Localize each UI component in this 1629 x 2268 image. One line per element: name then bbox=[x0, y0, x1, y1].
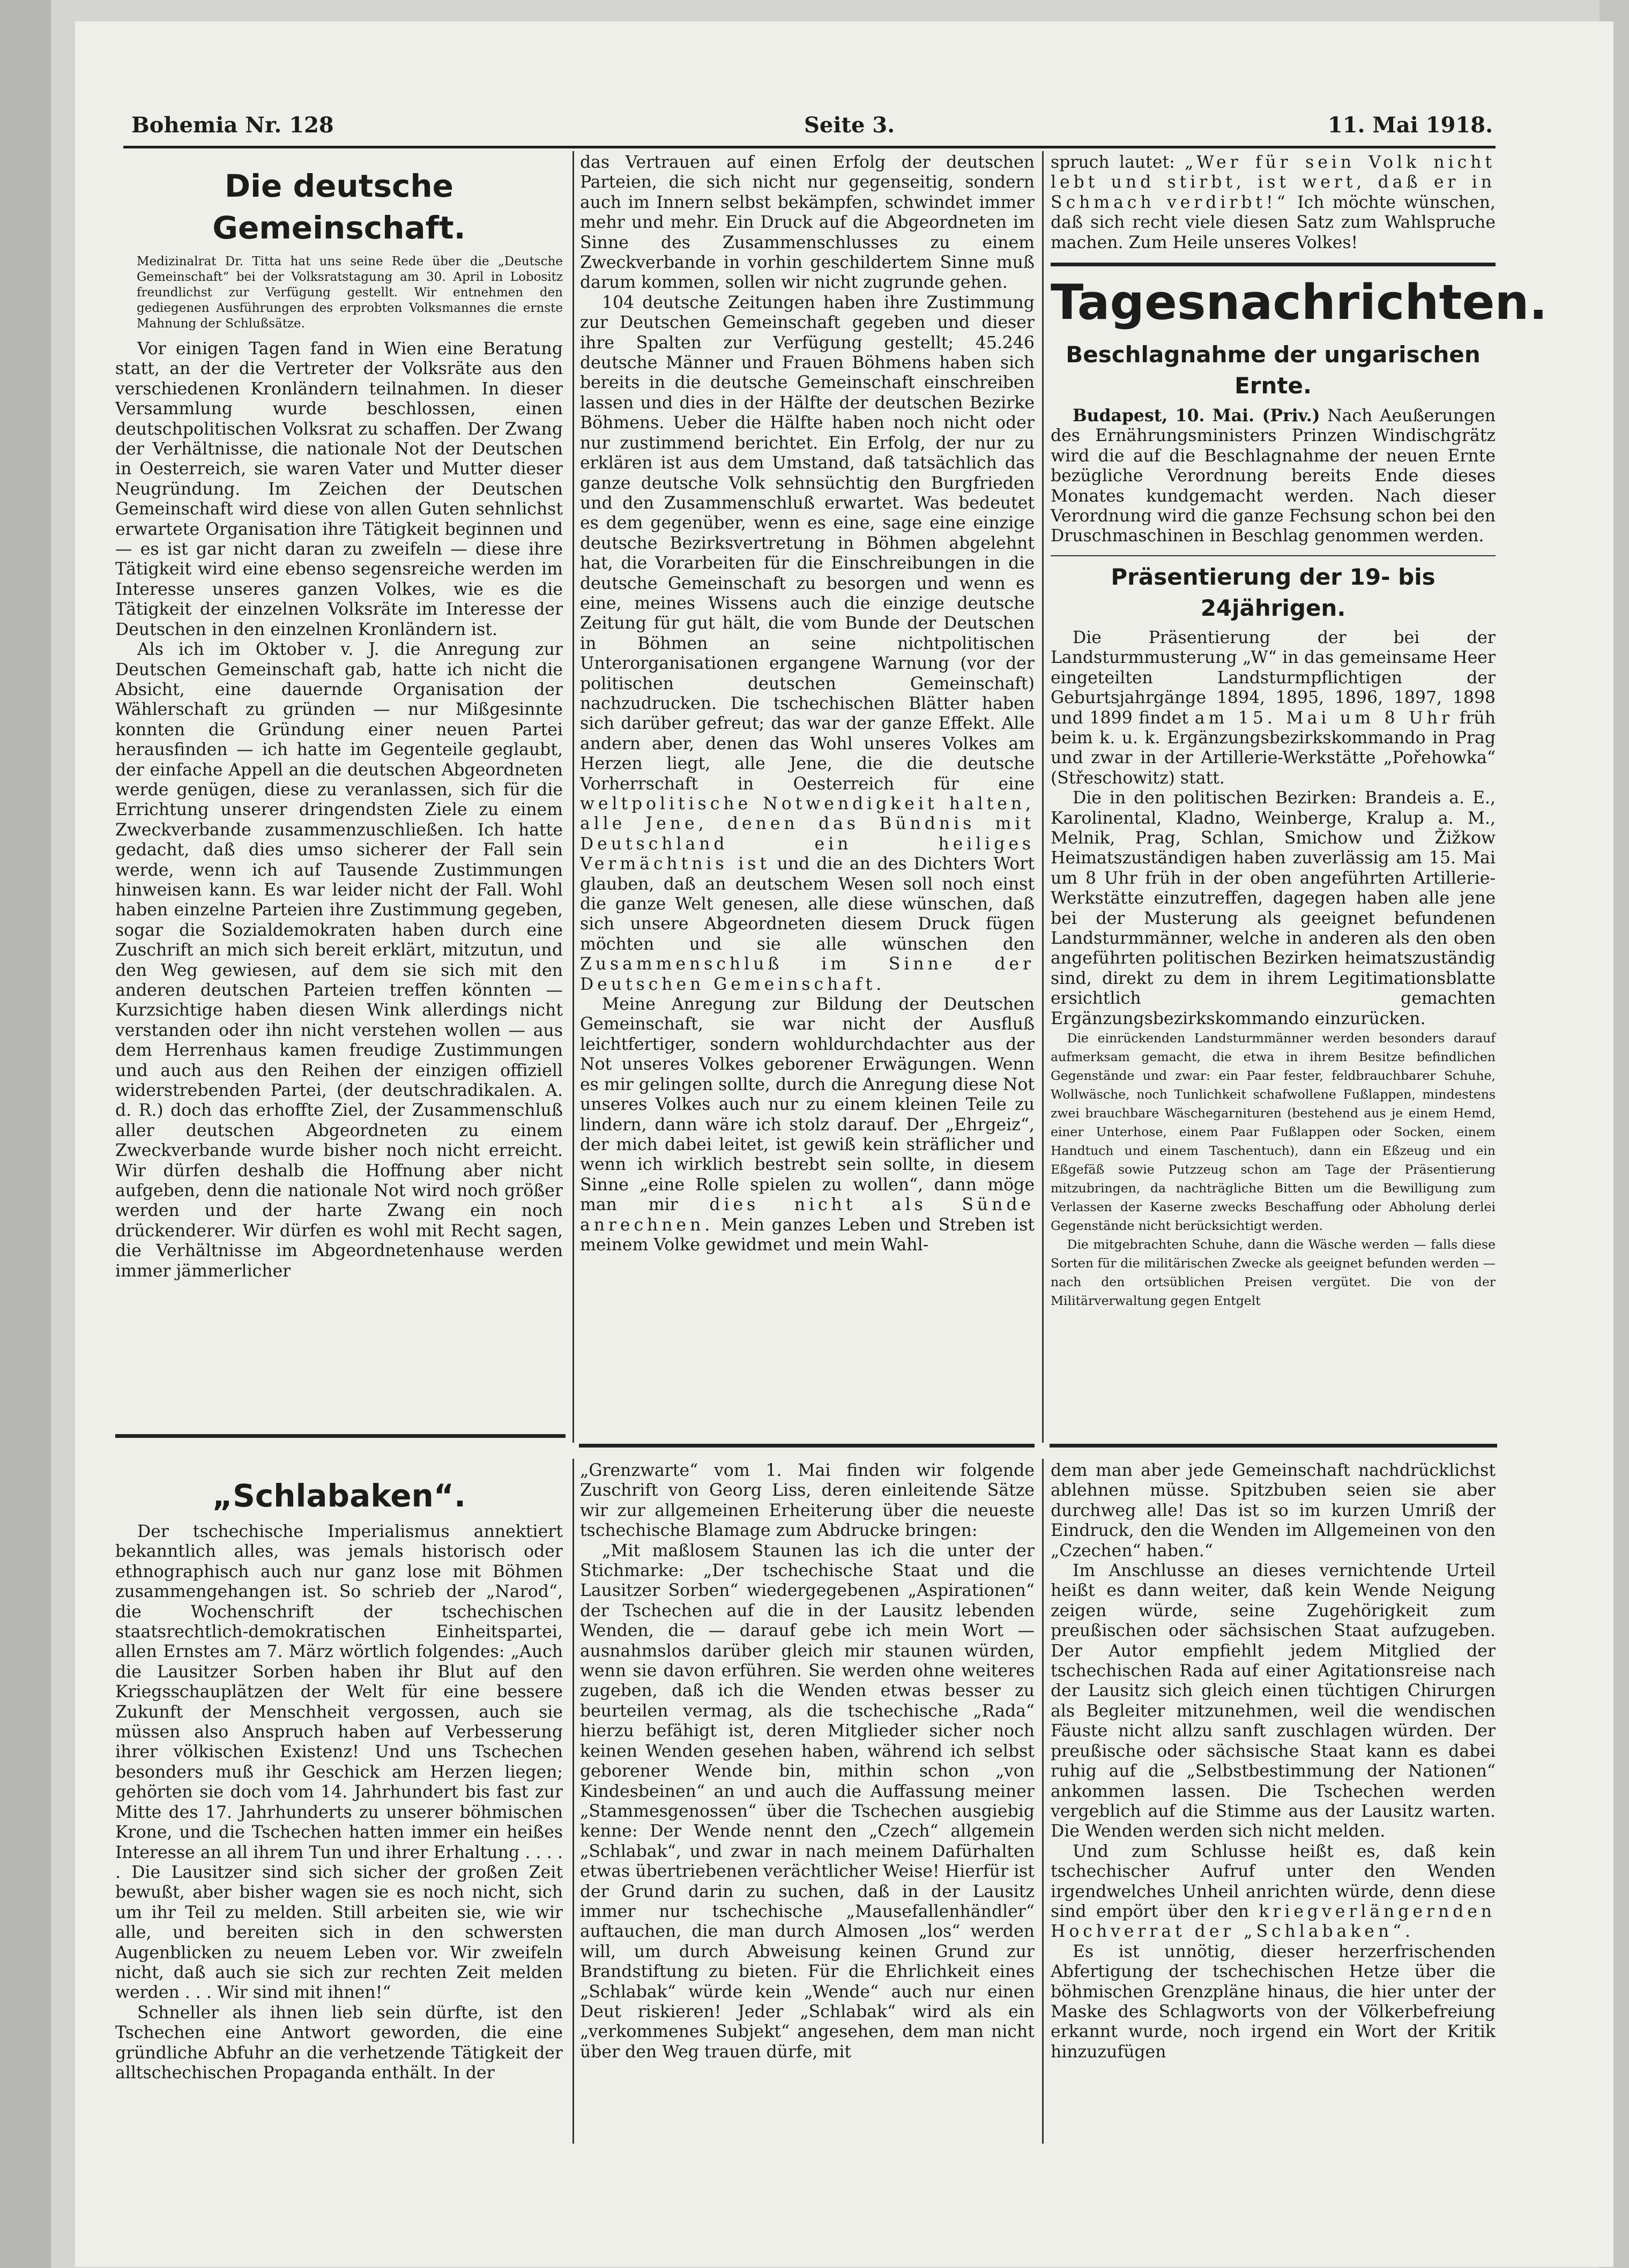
column-divider-1 bbox=[572, 151, 574, 1443]
paragraph-text: Mein ganzes Leben und Streben ist meinem Volke gewidmet und mein Wahl- bbox=[580, 1215, 1035, 1255]
paragraph: das Vertrauen auf einen Erfolg der deutschen Parteien, die sich nicht nur gegenseitig, sondern auch im Innern selbst bekämpfen, schwindet immer mehr und mehr. Ein Druck auf die Abgeordneten im Sinne des Zusammenschlusses zu einem Zweckverbande in vorhin geschildertem Sinne muß darum kommen, sollen wir nicht zugrunde gehen. bbox=[580, 153, 1035, 293]
scan-margin-left bbox=[0, 0, 51, 2268]
paragraph: Im Anschlusse an dieses vernichtende Urteil heißt es dann weiter, daß kein Wende Neigung zeigen würde, seine Zugehörigkeit zum preußischen oder sächsischen Staat aufzugeben. Der Autor empfiehlt jedem Mitglied der tschechischen Rada auf einer Agitationsreise nach der Lausitz sich gleich einen tüchtigen Chirurgen als Begleiter mitzunehmen, weil die wendischen Fäuste nicht allzu sanft zuschlagen würden. Der preußische oder sächsische Staat kann es dabei ruhig auf die „Selbstbestimmung der Nationen“ ankommen lassen. Die Tschechen werden vergeblich auf die Stimme aus der Lausitz warten. Die Wenden werden sich nicht melden. bbox=[1051, 1561, 1496, 1841]
paragraph-text: 104 deutsche Zeitungen haben ihre Zustimmung zur Deutschen Gemeinschaft gegeben und dieser ihre Spalten zur Verfügung gestellt; 45.246 deutsche Männer und Frauen Böhmens haben sich bereits in die deutsche Gemeinschaft einschreiben lassen und dies in der Hälfte der deutschen Bezirke Böhmens. Ueber die Hälfte haben noch nicht oder nur zustimmend berichtet. Ein Erfolg, der nur zu erklären ist aus dem Umstand, daß tatsächlich das ganze deutsche Volk sehnsüchtig den Burgfrieden und den Zusammenschluß erwartet. Was bedeutet es dem gegenüber, wenn es eine, sage eine einzige deutsche Bezirksvertretung in Böhmen abgelehnt hat, die Vorarbeiten für die Einschreibungen in die deutsche Gemeinschaft zu besorgen und wenn es eine, meines Wissens auch die einzige deutsche Zeitung für gut hält, die vom Bunde der Deutschen in Böhmen an seine nichtpolitischen Unterorganisationen ergangene Warnung (vor der politischen deutschen Gemeinschaft) nachzudrucken. Die tschechischen Blätter haben sich darüber gefreut; das war der ganze Effekt. Alle andern aber, denen das Wohl unseres Volkes am Herzen liegt, alle Jene, die die deutsche Vorherrschaft in Oesterreich für eine bbox=[580, 293, 1035, 794]
paragraph bbox=[1051, 1842, 1496, 1942]
news-divider bbox=[1051, 555, 1496, 556]
paragraph-text: Die Präsentierung der bei der Landsturmmusterung „W“ in das gemeinsame Heer eingeteilten Landsturmpflichtigen der Geburtsjahrgänge 1894, 1895, 1896, 1897, 1898 und 1899 findet bbox=[1051, 628, 1496, 728]
news-headline: Präsentierung der 19- bis 24jährigen. bbox=[1111, 563, 1435, 621]
paragraph: Die in den politischen Bezirken: Brandeis a. E., Karolinental, Kladno, Weinberge, Kralup a. M., Melnik, Prag, Schlan, Smichow und Žižkow Heimatszuständigen haben zuverlässig am 15. Mai um 8 Uhr früh in der oben angeführten Artillerie-Werkstätte einzutreffen, dagegen haben alle jene bei der Musterung als geeignet befundenen Landsturmmänner, welche in anderen als den oben angeführten politischen Bezirken heimatszuständig sind, direkt zu dem in ihrem Legitimationsblatte ersichtlich gemachten Ergänzungsbezirkskommando einzurücken. bbox=[1051, 788, 1496, 1028]
article-intro: Medizinalrat Dr. Titta hat uns seine Rede über die „Deutsche Gemeinschaft“ bei der Volksratstagung am 30. April in Lobositz freundlichst zur Verfügung gestellt. Wir entnehmen den gediegenen Ausführungen des erprobten Volksmannes die ernste Mahnung der Schlußsätze. bbox=[137, 255, 563, 331]
paragraph: Es ist unnötig, dieser herzerfrischenden Abfertigung der tschechischen Hetze über die böhmischen Grenzpläne hinaus, die hier unter der Maske des Schlagworts von der Völkerbefreiung erkannt wurde, noch irgend ein Wort der Kritik hinzuzufügen bbox=[1051, 1942, 1496, 2062]
emphasis: kriegverlängernden Hochverrat der „Schlabaken“. bbox=[1051, 1901, 1496, 1942]
paragraph-text: Und zum Schlusse heißt es, daß kein tschechischer Aufruf unter den Wenden irgendwelches Unheil anrichten würde, denn diese sind empört über den bbox=[1051, 1841, 1496, 1921]
column-divider-4 bbox=[1042, 1459, 1044, 2144]
news-headline: Beschlagnahme der ungarischen Ernte. bbox=[1066, 341, 1481, 399]
article-schlabaken bbox=[115, 1458, 563, 2146]
small-print: Die einrückenden Landsturmmänner werden besonders darauf aufmerksam gemacht, die etwa in ihrem Besitze befindlichen Gegenstände und zwar: ein Paar fester, feldbrauchbarer Schuhe, Wollwäsche, noch Tunlichkeit schafwollene Fußlappen, mindestens zwei brauchbare Wäschegarnituren (bestehend aus je einem Hemd, einer Unterhose, einem Paar Fußlappen oder Socken, einem Handtuch und einem Taschentuch), dann ein Eßzeug und ein Eßgefäß sowie Putzzeug schon am Tage der Präsentierung mitzubringen, da nachträgliche Bitten um die Bewilligung zum Verlassen der Kaserne zwecks Beschaffung oder Abholung derlei Gegenstände nicht berücksichtigt werden. bbox=[1051, 1031, 1496, 1233]
section-divider bbox=[1051, 263, 1496, 266]
article-continuation bbox=[580, 153, 1035, 1431]
quote: „Wer für sein Volk nicht lebt und stirbt, ist wert, daß er in Schmach verdirbt!“ bbox=[1051, 153, 1496, 212]
paragraph-text: spruch lautet: bbox=[1051, 153, 1175, 172]
paragraph bbox=[1051, 406, 1496, 547]
article-deutsche-gemeinschaft bbox=[115, 155, 563, 1428]
emphasis: dies nicht als Sünde anrechnen. bbox=[580, 1195, 1035, 1235]
emphasis: weltpolitische Notwendigkeit halten, alle Jene, denen das Bündnis mit Deutschland ein heiliges Vermächtnis ist bbox=[580, 794, 1035, 874]
header-date: 11. Mai 1918. bbox=[1327, 113, 1493, 138]
header-page-number: Seite 3. bbox=[804, 113, 895, 138]
paragraph: Als ich im Oktober v. J. die Anregung zur Deutschen Gemeinschaft gab, hatte ich nicht die Absicht, eine dauernde Organisation der Wählerschaft zu gründen — nur Mißgesinnte konnten die Gründung einer neuen Partei herausfinden — ich hatte im Gegenteile geglaubt, der einfache Appell an die deutschen Abgeordneten werde genügen, diese zu veranlassen, sich für die Errichtung unserer dringendsten Ziele zu einem Zweckverbande zusammenzuschließen. Ich hatte gedacht, daß dies umso sicherer der Fall sein werde, wenn ich auf Tausende Zustimmungen hinweisen kann. Es war leider nicht der Fall. Wohl haben einzelne Parteien ihre Zustimmung gegeben, sogar die Sozialdemokraten haben durch eine Zuschrift an mich sich bereit erklärt, mitzutun, und den Weg gewiesen, auf dem sie sich mit den anderen deutschen Parteien treffen könnten — Kurzsichtige haben diesen Wink allerdings nicht verstanden oder ihn nicht verstehen wollen — aus dem Herrenhaus kamen freudige Zustimmungen und auch aus den Reihen der einzigen offiziell widerstrebenden Partei, (der deutschradikalen. A. d. R.) doch das erhoffte Ziel, der Zusammenschluß aller deutschen Abgeordneten zu einem Zweckverbande wurde bisher noch nicht erreicht. Wir dürfen deshalb die Hoffnung aber nicht aufgeben, denn die nationale Not wird noch größer werden und der harte Zwang ein noch drückenderer. Wir dürfen es wohl mit Recht sagen, die Verhältnisse im Abgeordnetenhause werden immer jämmerlicher bbox=[115, 640, 563, 1281]
paragraph: Der tschechische Imperialismus annektiert bekanntlich alles, was jemals historisch oder ethnographisch auch nur ganz lose mit Böhmen zusammengehangen ist. So schrieb der „Narod“, die Wochenschrift der tschechischen staatsrechtlich-demokratischen Einheitspartei, allen Ernstes am 7. März wörtlich folgendes: „Auch die Lausitzer Sorben haben ihr Blut auf den Kriegsschauplätzen der Welt für eine bessere Zukunft der Menschheit vergossen, auch sie müssen also Anspruch haben auf Verbesserung ihrer völkischen Existenz! Und uns Tschechen besonders muß ihr Geschick am Herzen liegen; gehörten sie doch vom 14. Jahrhundert bis fast zur Mitte des 17. Jahrhunderts zu unserer böhmischen Krone, und die Tschechen hatten immer ein heißes Interesse an all ihrem Tun und ihrer Erhaltung . . . . . Die Lausitzer sind sich sicher der großen Zeit bewußt, aber bisher wagen sie es noch nicht, sich um ihr Teil zu melden. Still arbeiten sie, wie wir alle, und bereiten sich in den schwersten Augenblicken zu neuem Leben vor. Wir zweifeln nicht, daß auch sie sich zur rechten Zeit melden werden . . . Wir sind mit ihnen!“ bbox=[115, 1522, 563, 2003]
paragraph-text: Nach Aeußerungen des Ernährungsministers Prinzen Windischgrätz wird die auf die Beschlagnahme der neuen Ernte bezügliche Verordnung bereits Ende dieses Monates kundgemacht werden. Nach dieser Verordnung wird die ganze Fechsung schon bei den Druschmaschinen in Beschlag genommen werden. bbox=[1051, 406, 1496, 546]
paragraph: „Grenzwarte“ vom 1. Mai finden wir folgende Zuschrift von Georg Liss, deren einleitende Sätze wir zur allgemeinen Erheiterung über die neueste tschechische Blamage zum Abdrucke bringen: bbox=[580, 1461, 1035, 1541]
page-header bbox=[131, 113, 1493, 145]
paragraph bbox=[1051, 628, 1496, 788]
dateline: Budapest, 10. Mai. (Priv.) bbox=[1072, 406, 1320, 426]
paragraph-text: und die an des Dichters Wort glauben, daß an deutschem Wesen soll noch einst die ganze Welt genesen, alle diese wünschen, daß sich unsere Abgeordneten diesem Druck fügen möchten und sie alle wünschen den bbox=[580, 854, 1035, 954]
paragraph bbox=[580, 293, 1035, 995]
header-rule bbox=[123, 146, 1496, 148]
article-title: Die deutsche Gemeinschaft. bbox=[212, 168, 466, 246]
section-title: Tagesnachrichten. bbox=[1051, 274, 1548, 331]
article-schlabaken-continuation bbox=[580, 1461, 1035, 2144]
paragraph: „Mit maßlosem Staunen las ich die unter der Stichmarke: „Der tschechische Staat und die Lausitzer Sorben“ wiedergegebenen „Aspirationen“ der Tschechen auf die in der Lausitz lebenden Wenden, die — darauf gebe ich mein Wort — ausnahmslos darüber gleich mir staunen würden, wenn sie davon erführen. Sie werden ohne weiteres zugeben, daß ich die Wenden etwas besser zu beurteilen vermag, als die tschechische „Rada“ hierzu befähigt ist, deren Mitglieder sicher noch keinen Wenden gesehen haben, während ich selbst geborener Wende bin, mithin schon „von Kindesbeinen“ an und auch die Auffassung meiner „Stammesgenossen“ über die Tschechen ausgiebig kenne: Der Wende nennt den „Czech“ allgemein „Schlabak“, und zwar in nach meinem Dafürhalten etwas übertriebenen verächtlicher Weise! Hierfür ist der Grund darin zu suchen, daß in der Lausitz immer nur tschechische „Mausefallenhändler“ auftauchen, die man durch Almosen „los“ werden will, um durch Abweisung keinen Grund zur Brandstiftung zu bieten. Für die Ehrlichkeit eines „Schlabak“ würde kein „Wende“ auch nur einen Deut riskieren! Jeder „Schlabak“ wird als ein „verkommenes Subjekt“ angesehen, dem man nicht über den Weg trauen dürfe, mit bbox=[580, 1541, 1035, 2062]
paragraph-text: früh beim k. u. k. Ergänzungsbezirkskommando in Prag und zwar in der Artillerie-Werkstätte „Pořehowka“ (Střeschowitz) statt. bbox=[1051, 708, 1496, 788]
news-column bbox=[1051, 153, 1548, 1434]
column-divider-3 bbox=[572, 1459, 574, 2144]
paragraph-text: Meine Anregung zur Bildung der Deutschen Gemeinschaft, sie war nicht der Ausfluß leichtfertiger, sondern wohldurchdachter aus der Not unseres Volkes geborener Erwägungen. Wenn es mir gelingen sollte, durch die Anregung diese Not unseres Volkes auch nur zu einem kleinen Teile zu lindern, dann wäre ich stolz darauf. Der „Ehrgeiz“, der mich dabei leitet, ist gewiß kein sträflicher und wenn ich wirklich bestrebt sein sollte, in diesem Sinne „eine Rolle spielen zu wollen“, dann möge man mir bbox=[580, 995, 1035, 1215]
section-bar-left bbox=[115, 1434, 566, 1438]
column-divider-2 bbox=[1042, 151, 1044, 1443]
emphasis: am 15. Mai um 8 Uhr bbox=[1194, 708, 1453, 728]
paragraph: Vor einigen Tagen fand in Wien eine Beratung statt, an der die Vertreter der Volksräte aus den verschiedenen Kronländern teilnahmen. In dieser Versammlung wurde beschlossen, einen deutschpolitischen Volksrat zu schaffen. Der Zwang der Verhältnisse, die nationale Not der Deutschen in Oesterreich, sie waren Vater und Mutter dieser Neugründung. Im Zeichen der Deutschen Gemeinschaft wird diese von allen Guten sehnlichst erwartete Organisation ihre Tätigkeit beginnen und — es ist gar nicht daran zu zweifeln — diese ihre Tätigkeit wird eine ebenso segensreiche werden im Interesse unseres ganzen Volkes, wie es die Tätigkeit der einzelnen Volksräte im Interesse der Deutschen in den einzelnen Kronländern ist. bbox=[115, 339, 563, 639]
paragraph: Schneller als ihnen lieb sein dürfte, ist den Tschechen eine Antwort geworden, die eine gründliche Abfuhr an die verhetzende Tätigkeit der alltschechischen Propaganda enthält. In der bbox=[115, 2003, 563, 2083]
article-schlabaken-end bbox=[1051, 1461, 1496, 2144]
header-issue: Bohemia Nr. 128 bbox=[131, 113, 334, 138]
paragraph bbox=[580, 995, 1035, 1255]
emphasis: Zusammenschluß im Sinne der Deutschen Gemeinschaft. bbox=[580, 954, 1035, 994]
paragraph-text: Ich möchte wünschen, daß sich recht viele diesen Satz zum Wahlspruche machen. Zum Heile unseres Volkes! bbox=[1051, 192, 1496, 252]
paragraph: dem man aber jede Gemeinschaft nachdrücklichst ablehnen müsse. Spitzbuben seien sie aber durchweg alle! Das ist so im kurzen Umriß der Eindruck, den die Wenden im Allgemeinen von den „Czechen“ haben.“ bbox=[1051, 1461, 1496, 1561]
small-print: Die mitgebrachten Schuhe, dann die Wäsche werden — falls diese Sorten für die militärischen Zwecke als geeignet befunden werden — nach den ortsüblichen Preisen vergütet. Die von der Militärverwaltung gegen Entgelt bbox=[1051, 1237, 1496, 1308]
section-bar-middle bbox=[579, 1444, 1035, 1448]
section-bar-right bbox=[1050, 1444, 1497, 1448]
article-title: „Schlabaken“. bbox=[212, 1478, 466, 1514]
paragraph bbox=[1051, 153, 1496, 253]
